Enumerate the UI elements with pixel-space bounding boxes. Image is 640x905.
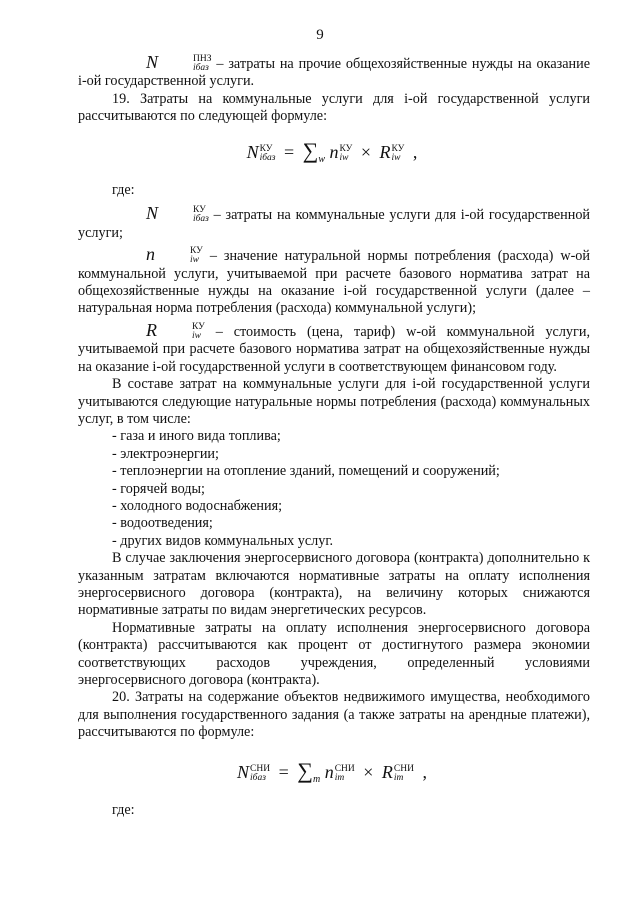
symbol-n-pnz: N ПНЗ iбаз	[146, 52, 212, 73]
list-item: - газа и иного вида топлива;	[112, 428, 281, 445]
symbol-r-iw: R КУ iw	[146, 319, 205, 341]
definition-r	[78, 319, 590, 376]
paragraph-composition: В составе затрат на коммунальные услуги для i-ой государственной услуги учитываются следующие натуральные нормы потребления (расхода) коммунальных услуг, в том числе:	[78, 376, 590, 427]
symbol-n-ku: N КУ iбаз	[146, 203, 209, 225]
page-number: 9	[316, 27, 324, 43]
list-item: - теплоэнергии на отопление зданий, помещений и сооружений;	[112, 463, 500, 480]
where-label-1: где:	[112, 182, 135, 199]
paragraph-energy-costs: Нормативные затраты на оплату исполнения энергосервисного договора (контракта) рассчитываются как процент от достигнутого размера экономии соответствующих расходов учреждения, определенный условиями энергосервисного договора (контракта).	[78, 619, 590, 688]
list-item: - других видов коммунальных услуг.	[112, 532, 334, 549]
list-item: - электроэнергии;	[112, 445, 219, 462]
definition-ku-text: – затраты на коммунальные услуги для i-ой государственной услуги;	[78, 207, 591, 241]
definition-r-text: – стоимость (цена, тариф) w-ой коммунальной услуги, учитываемой при расчете базового норматива затрат на общехозяйственные нужды на оказание i-ой государственной услуги в соответствующем финансовом году.	[78, 323, 590, 375]
definition-pnz	[78, 54, 590, 91]
symbol-n-iw: n КУ iw	[146, 244, 203, 266]
list-item: - горячей воды;	[112, 480, 206, 497]
definition-ku	[78, 205, 590, 242]
list-item: - водоотведения;	[112, 515, 213, 532]
formula-sni: NСНИ iбаз = $\sum_m$ nСНИ im × RСНИ im ,	[237, 757, 427, 785]
document-body	[78, 54, 590, 819]
definition-n-text: – значение натуральной нормы потребления (расхода) w-ой коммунальной услуги, учитываемой при расчете базового норматива затрат на общехозяйственные нужды на оказание i-ой государственной услуги (далее – натуральная норма потребления (расхода) коммунальной услуги);	[78, 248, 590, 317]
paragraph-energy-contract: В случае заключения энергосервисного договора (контракта) дополнительно к указанным затратам включаются нормативные затраты на оплату исполнения энергосервисного договора (контракта), на величину которых снижаются нормативные затраты по видам энергетических ресурсов.	[78, 550, 590, 619]
definition-n	[78, 246, 590, 318]
list-item: - холодного водоснабжения;	[112, 497, 283, 514]
paragraph-19: 19. Затраты на коммунальные услуги для i-ой государственной услуги рассчитываются по следующей формуле:	[78, 90, 590, 125]
formula-ku: NКУ iбаз = $\sum_w$ nКУ iw × RКУ iw ,	[246, 137, 418, 165]
definition-pnz-text: – затраты на прочие общехозяйственные нужды на оказание i-ой государственной услуги.	[78, 56, 590, 90]
paragraph-20: 20. Затраты на содержание объектов недвижимого имущества, необходимого для выполнения государственного задания (а также затраты на арендные платежи), рассчитываются по формуле:	[78, 689, 590, 741]
utility-list	[78, 428, 590, 550]
where-label-2: где:	[112, 802, 135, 819]
